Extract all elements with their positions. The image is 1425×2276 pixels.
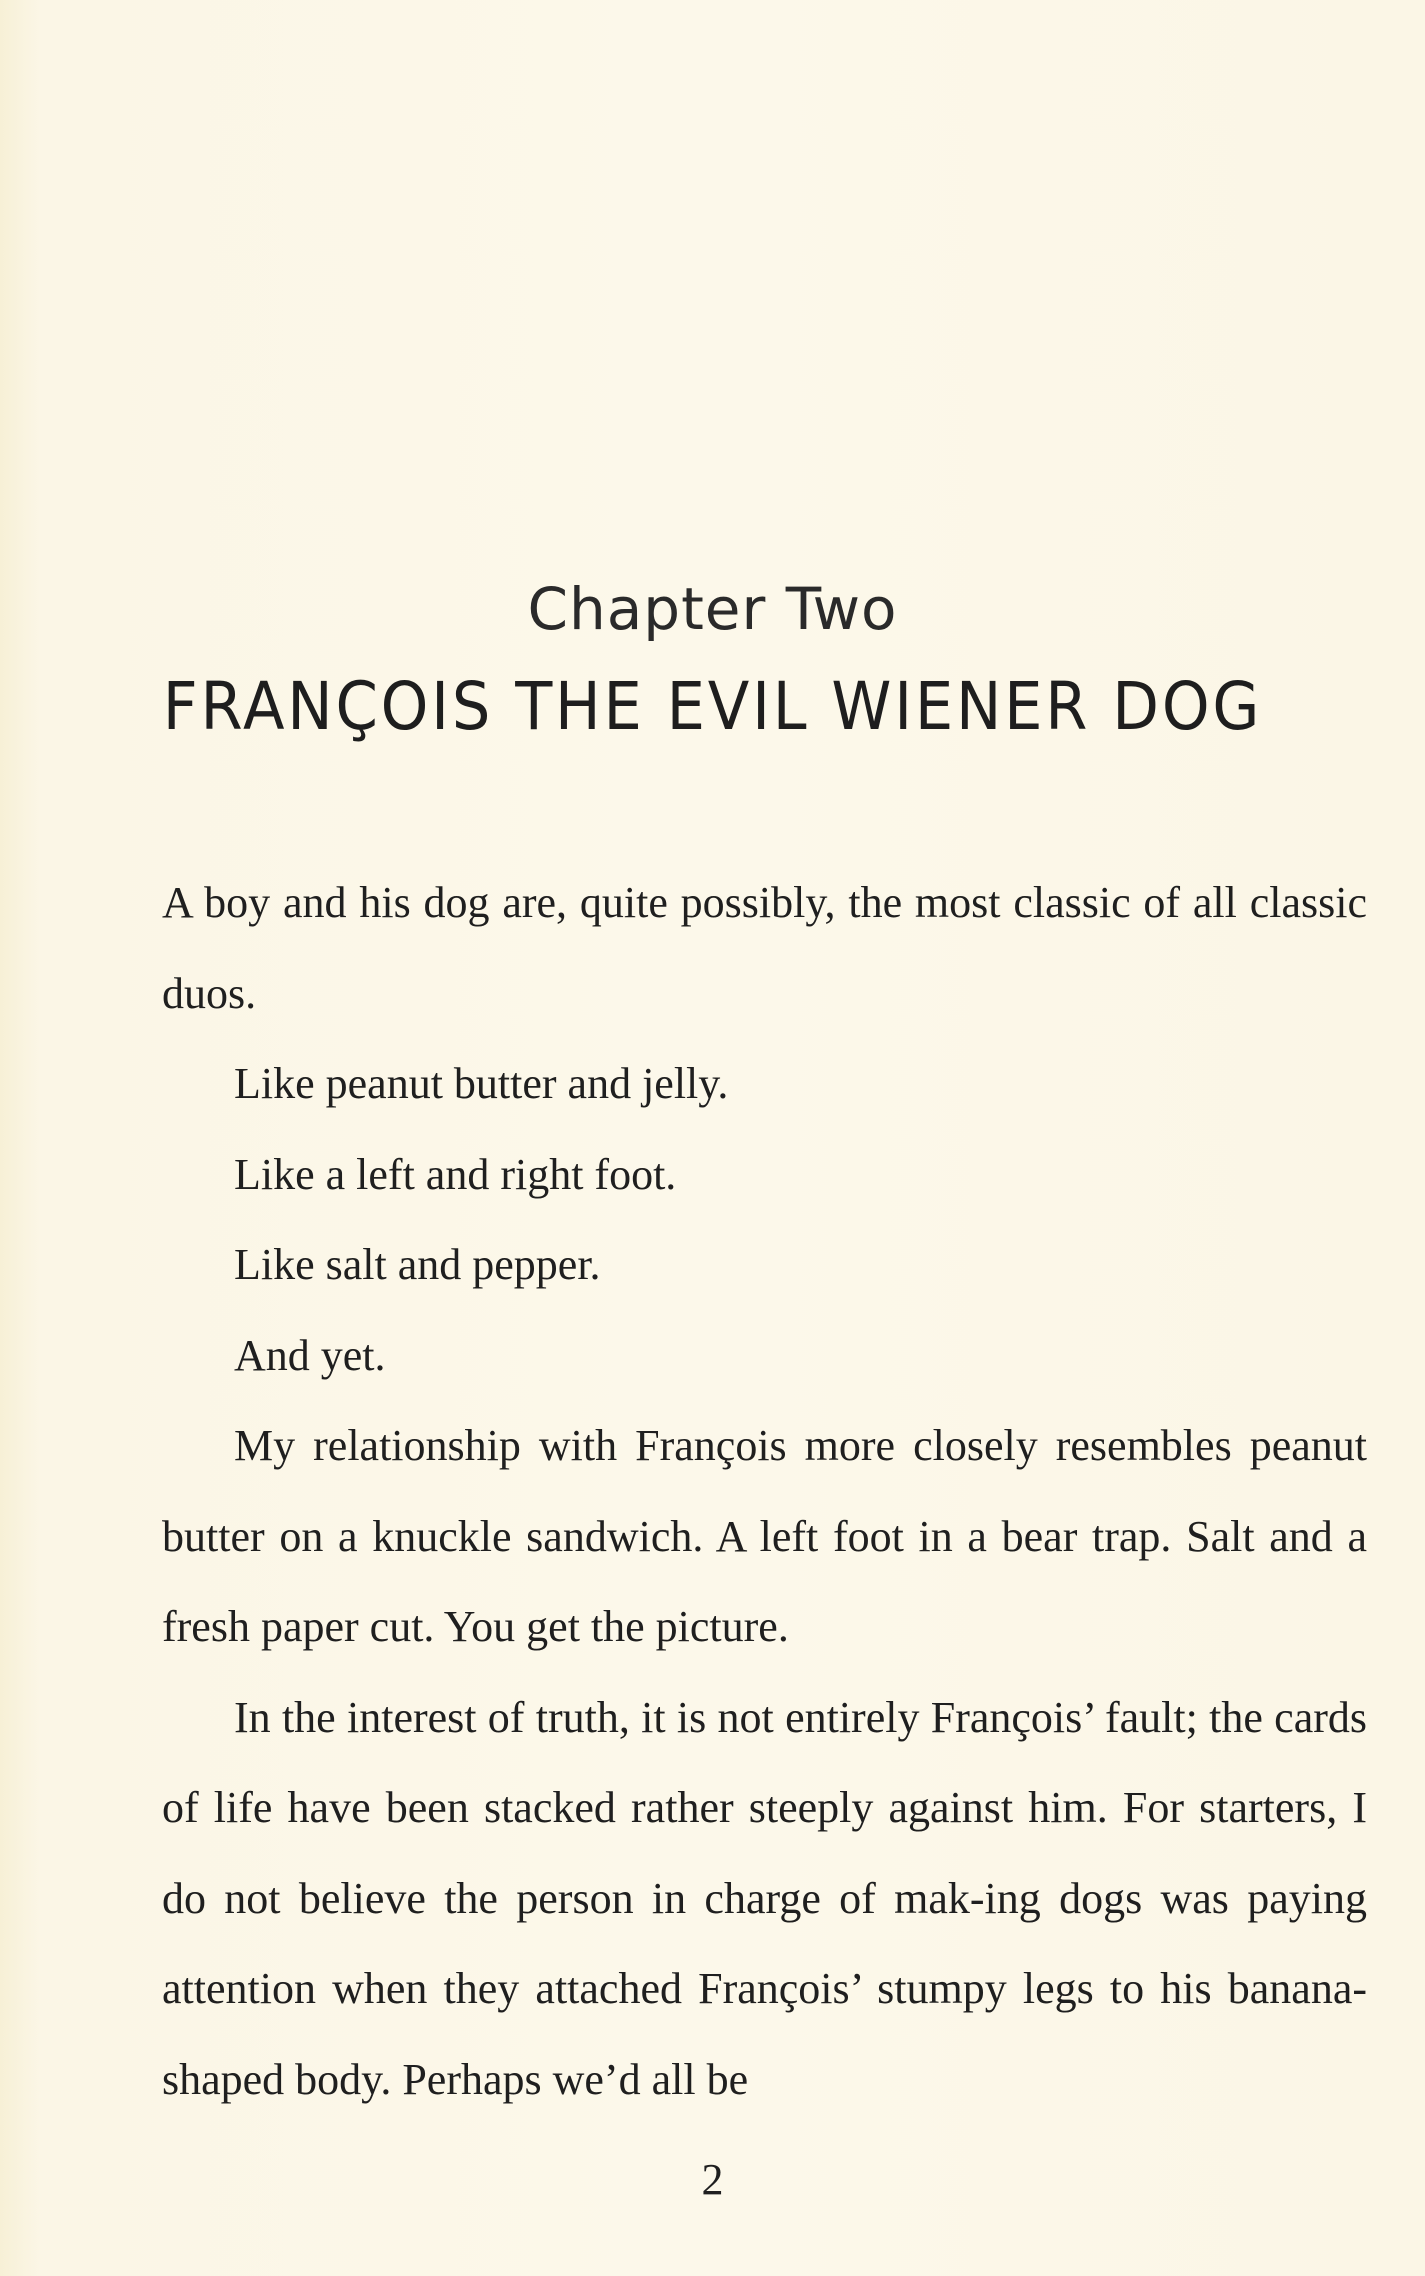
paragraph: Like a left and right foot.: [234, 1149, 677, 1199]
paragraph: Like peanut butter and jelly.: [234, 1059, 729, 1108]
paragraph: My relationship with François more closely resembles peanut butter on a knuckle sandwich. A left foot in a bear trap. Salt and a fresh paper cut. You get the picture.: [162, 1421, 1367, 1651]
paragraph: And yet.: [234, 1330, 386, 1380]
chapter-title: FRANÇOIS THE EVIL WIENER DOG: [162, 668, 1263, 745]
paragraph: A boy and his dog are, quite possibly, the most classic of all classic duos.: [162, 878, 1367, 1018]
paragraph: Like salt and pepper.: [234, 1240, 601, 1289]
chapter-label: Chapter Two: [527, 575, 898, 643]
page-number: 2: [701, 2155, 724, 2204]
chapter-body: [162, 858, 1367, 2125]
paragraph: In the interest of truth, it is not entirely François’ fault; the cards of life have been stacked rather steeply against him. For starters, I do not believe the person in charge of mak-ing dogs was paying attention when they attached François’ stumpy legs to his banana-shaped body. Perhaps we’d all be: [162, 1692, 1367, 2104]
